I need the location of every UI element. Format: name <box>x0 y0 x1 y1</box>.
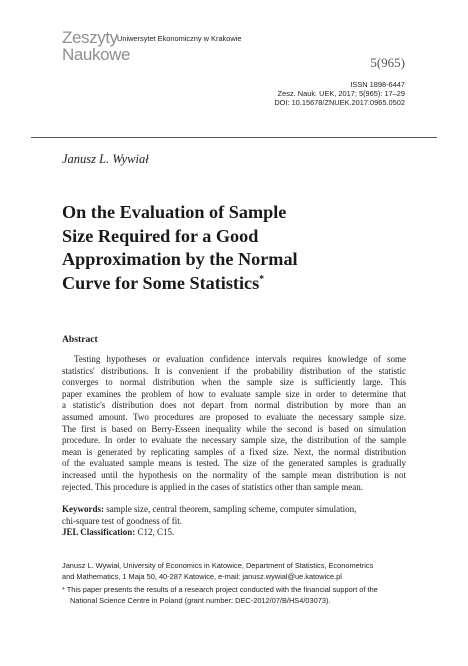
title-line-2: Size Required for a Good <box>62 225 259 246</box>
abstract-line: procedure. In order to evaluate the necessary sample size, the distribution of the sample <box>62 435 406 446</box>
title-footnote-mark: * <box>259 273 265 285</box>
keywords-label: Keywords: <box>62 504 104 514</box>
abstract-line: a statistic's distribution does not depart from normal distribution by more than an <box>62 400 406 411</box>
keywords-list: sample size, central theorem, sampling scheme, computer simulation, <box>104 504 357 514</box>
abstract-line: Testing hypotheses or evaluation confidence intervals requires knowledge of some <box>74 354 406 364</box>
doi: DOI: 10.15678/ZNUEK.2017.0965.0502 <box>274 98 405 107</box>
university-name: Uniwersytet Ekonomiczny w Krakowie <box>117 34 242 43</box>
keywords-block <box>62 504 406 539</box>
keywords-line-2: chi-square test of goodness of fit. <box>62 515 182 526</box>
issn: ISSN 1898-6447 <box>350 80 405 89</box>
abstract-line: assumed amount. Two procedures are proposed to evaluate the necessary sample size. <box>62 411 406 422</box>
footnote-line: National Science Centre in Poland (grant number: DEC-2012/07/B/HS4/03073). <box>70 595 331 605</box>
jel-line <box>62 527 406 539</box>
abstract-heading: Abstract <box>62 334 98 345</box>
logo-line-2: Naukowe <box>62 45 131 64</box>
author-name: Janusz L. Wywiał <box>62 152 149 166</box>
author-affiliation-footnote <box>62 561 406 583</box>
title-line-3: Approximation by the Normal <box>62 249 298 270</box>
issue-number: 5(965) <box>370 55 405 70</box>
footnote-line: Janusz L. Wywiał, University of Economics in Katowice, Department of Statistics, Econometrics <box>62 561 374 570</box>
jel-label: JEL Classification: <box>62 527 136 538</box>
citation-reference: Zesz. Nauk. UEK, 2017; 5(965): 17–29 <box>277 89 405 98</box>
funding-footnote <box>62 585 406 607</box>
header-divider <box>31 137 437 138</box>
title-line-4: Curve for Some Statistics* <box>62 272 265 293</box>
abstract-line: increased until the hypothesis on the normality of the sample mean distribution is not <box>62 469 406 480</box>
abstract-line: paper examines the problem of how to evaluate sample size in order to determine that <box>62 388 406 399</box>
abstract-line: of the evaluated sample means is tested. The size of the generated samples is gradually <box>62 458 406 469</box>
logo-line-1: Zeszyty <box>62 28 118 47</box>
abstract-line: statistics' distributions. It is convenient if the probability distribution of the statistic <box>62 365 406 376</box>
keywords-line-1 <box>62 504 406 516</box>
abstract-line: The first is based on Berry-Esseen inequality while the second is based on simulation <box>62 423 406 434</box>
abstract-line: converges to normal distribution when the sample size is sufficiently large. This <box>62 377 406 388</box>
footnote-line: * This paper presents the results of a research project conducted with the financial support of the <box>62 585 378 594</box>
title-line-1: On the Evaluation of Sample <box>62 202 287 222</box>
abstract-line: rejected. This procedure is applied in the cases of statistics other than sample mean. <box>62 481 363 492</box>
abstract-line: mean is generated by replicating samples of a fixed size. Next, the normal distribution <box>62 446 406 457</box>
jel-codes: C12, C15. <box>135 527 175 538</box>
footnote-line: and Mathematics, 1 Maja 50, 40-287 Katowice, e-mail: janusz.wywial@ue.katowice.pl <box>62 571 342 581</box>
journal-logo <box>62 28 131 64</box>
article-title <box>62 201 422 295</box>
abstract-body <box>62 354 406 493</box>
